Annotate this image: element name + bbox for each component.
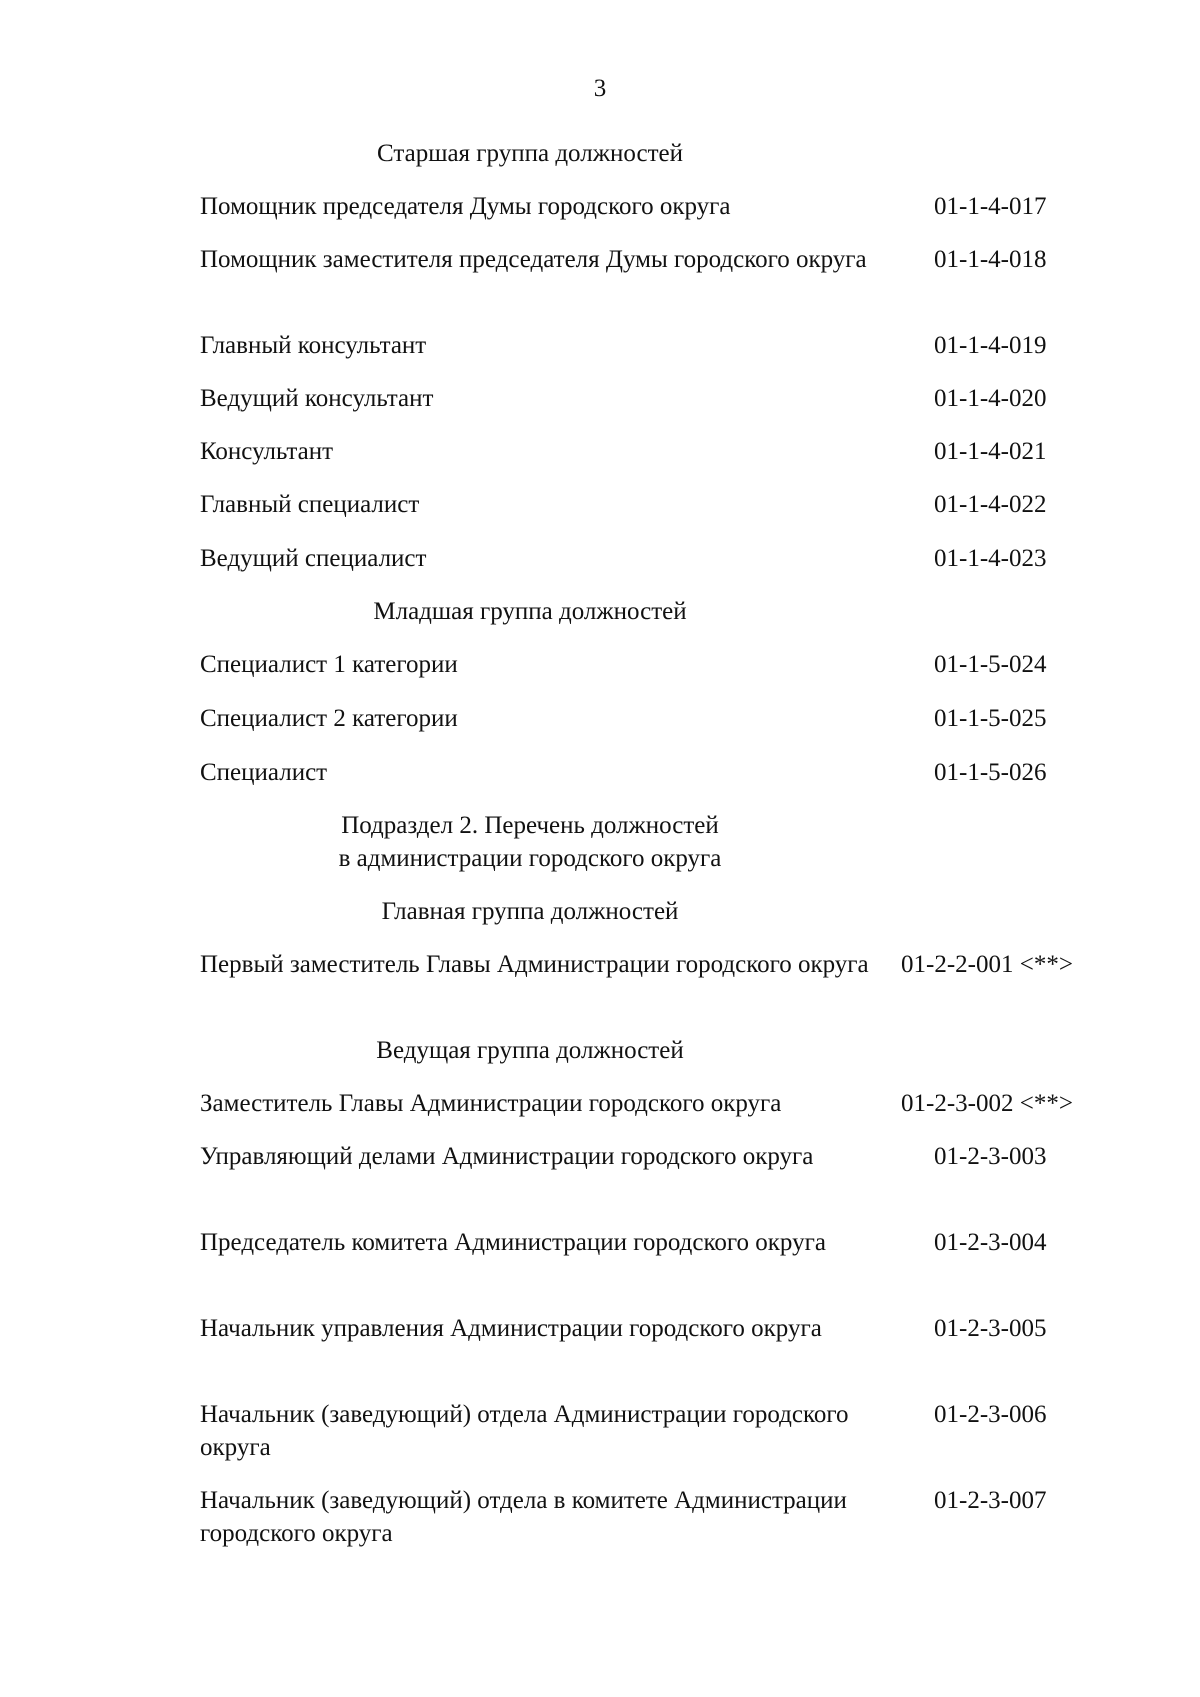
position-title: Первый заместитель Главы Администрации городского округа	[200, 951, 869, 978]
position-title: Начальник управления Администрации городского округа	[200, 1315, 822, 1342]
subsection-heading	[200, 809, 860, 875]
position-title: Председатель комитета Администрации городского округа	[200, 1229, 826, 1256]
group-heading-senior: Старшая группа должностей	[377, 140, 683, 167]
position-code: 01-2-2-001 <**>	[901, 951, 1073, 978]
position-code: 01-2-3-007	[934, 1487, 1047, 1514]
position-title: Специалист 2 категории	[200, 705, 458, 732]
position-code: 01-1-4-023	[934, 545, 1047, 572]
subsection-title-line2: в администрации городского округа	[338, 845, 722, 872]
position-title: Помощник заместителя председателя Думы городского округа	[200, 246, 867, 273]
position-code: 01-2-3-003	[934, 1143, 1047, 1170]
position-title: Главный консультант	[200, 332, 427, 359]
group-heading-main: Главная группа должностей	[381, 898, 679, 925]
position-title: Ведущий специалист	[200, 545, 427, 572]
position-title: Специалист 1 категории	[200, 651, 458, 678]
position-code: 01-2-3-006	[934, 1401, 1047, 1428]
position-code: 01-1-5-024	[934, 651, 1047, 678]
position-code: 01-2-3-004	[934, 1229, 1047, 1256]
position-code: 01-2-3-005	[934, 1315, 1047, 1342]
position-code: 01-1-5-026	[934, 759, 1047, 786]
position-title: Помощник председателя Думы городского округа	[200, 193, 731, 220]
position-code: 01-1-4-021	[934, 438, 1047, 465]
position-title: Заместитель Главы Администрации городского округа	[200, 1090, 782, 1117]
position-title: Ведущий консультант	[200, 385, 434, 412]
position-code: 01-1-4-022	[934, 491, 1047, 518]
position-title: Управляющий делами Администрации городского округа	[200, 1143, 814, 1170]
position-code: 01-1-4-018	[934, 246, 1047, 273]
page-number: 3	[593, 75, 607, 102]
position-title: Главный специалист	[200, 491, 420, 518]
position-code: 01-1-4-019	[934, 332, 1047, 359]
position-code: 01-2-3-002 <**>	[901, 1090, 1073, 1117]
group-heading-junior: Младшая группа должностей	[373, 598, 687, 625]
position-title: Специалист	[200, 759, 328, 786]
position-title: Консультант	[200, 438, 334, 465]
group-heading-leading: Ведущая группа должностей	[376, 1037, 684, 1064]
subsection-title-line1: Подраздел 2. Перечень должностей	[341, 812, 719, 839]
position-code: 01-1-4-020	[934, 385, 1047, 412]
position-code: 01-1-4-017	[934, 193, 1047, 220]
position-title: Начальник (заведующий) отдела в комитете Администрации городского округа	[200, 1487, 847, 1547]
position-code: 01-1-5-025	[934, 705, 1047, 732]
position-title: Начальник (заведующий) отдела Администрации городского округа	[200, 1401, 849, 1461]
